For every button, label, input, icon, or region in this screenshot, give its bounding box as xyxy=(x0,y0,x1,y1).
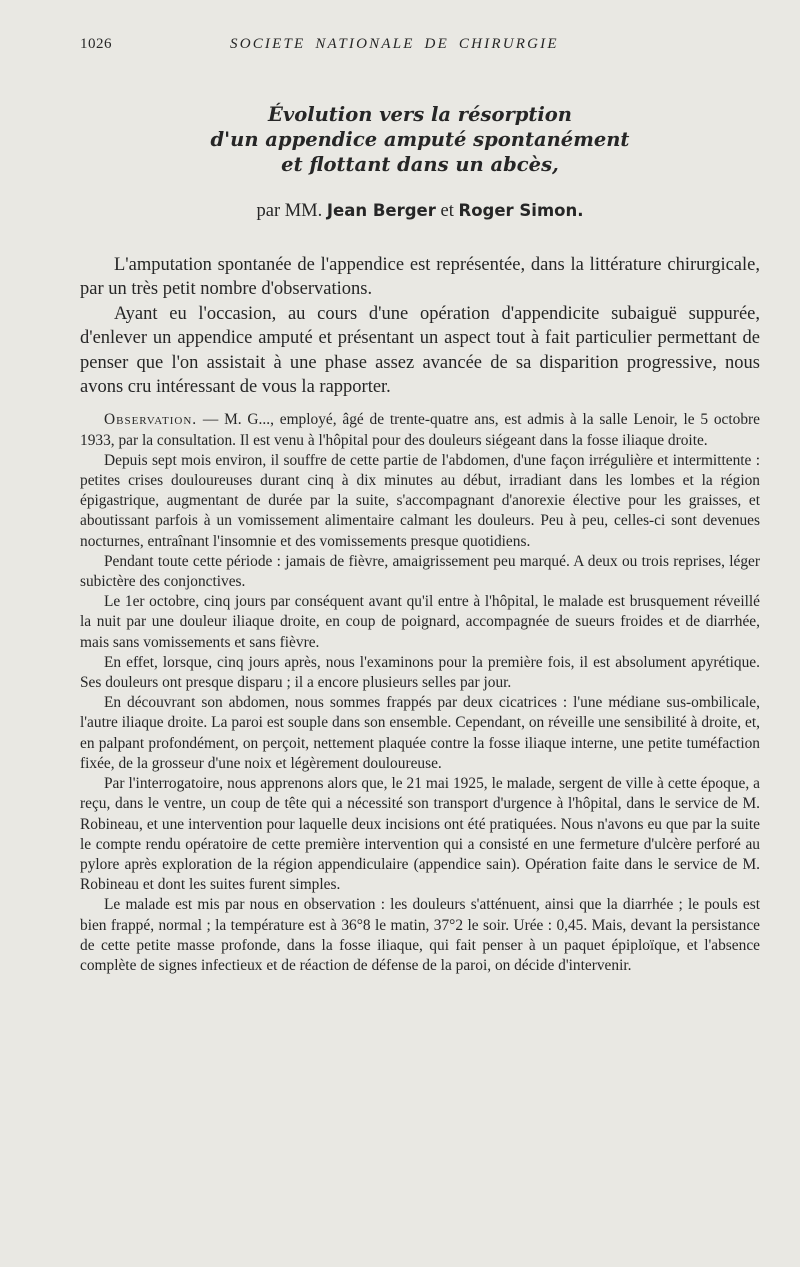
observation-paragraph: Depuis sept mois environ, il souffre de cette partie de l'abdomen, d'une façon irrégulière et intermittente : petites crises douloureuses durant cinq à dix minutes au début, irradiant dans les lombes et la région épigastrique, augmentant de durée par la suite, s'accompagnant d'anorexie élective pour les graisses, et aboutissant parfois à un vomissement alimentaire calmant les douleurs. Peu à peu, celles-ci sont devenues nocturnes, entraînant l'insomnie et des vomissements presque quotidiens. xyxy=(80,451,760,550)
observation-paragraph: Pendant toute cette période : jamais de fièvre, amaigrissement peu marqué. A deux ou trois reprises, léger subictère des conjonctives. xyxy=(80,552,760,591)
observation-paragraph: Le 1er octobre, cinq jours par conséquent avant qu'il entre à l'hôpital, le malade est brusquement réveillé la nuit par une douleur iliaque droite, en coup de poignard, accompagnée de sueurs froides et de diarrhée, mais sans vomissements et sans fièvre. xyxy=(80,593,760,651)
authors-conjunction: et xyxy=(440,201,454,221)
intro-paragraph: L'amputation spontanée de l'appendice est représentée, dans la littérature chirurgicale, par un très petit nombre d'observations. xyxy=(80,255,760,300)
observation-paragraph: Par l'interrogatoire, nous apprenons alors que, le 21 mai 1925, le malade, sergent de ville à cette époque, a reçu, dans le ventre, un coup de tête qui a nécessité son transport d'urgence à l'hôpital, dans le service de M. Robineau, et une intervention pour laquelle deux incisions ont été pratiquées. Nous n'avons eu que par la suite le compte rendu opératoire de cette première intervention qui a consisté en une fermeture d'ulcère perforé au pylore après exploration de la région appendiculaire (appendice sain). Opération faite dans le service de M. Robineau et dont les suites furent simples. xyxy=(80,775,760,894)
title-line: d'un appendice amputé spontanément xyxy=(210,128,630,151)
observation-paragraph xyxy=(80,410,760,450)
observation-paragraph: En découvrant son abdomen, nous sommes frappés par deux cicatrices : l'une médiane sus-ombilicale, l'autre iliaque droite. La paroi est souple dans son ensemble. Cependant, on réveille une sensibilité à droite, et, en palpant profondément, on perçoit, nettement plaquée contre la fosse iliaque interne, une petite tuméfaction fixée, de la grosseur d'une noix et légèrement douloureuse. xyxy=(80,694,760,772)
page-number: 1026 xyxy=(80,36,112,52)
authors-prefix: par MM. xyxy=(256,201,323,221)
title-line: Évolution vers la résorption xyxy=(268,103,572,126)
observation-section xyxy=(80,410,760,976)
observation-paragraph: Le malade est mis par nous en observation : les douleurs s'atténuent, ainsi que la diarrhée ; le pouls est bien frappé, normal ; la température est à 36°8 le matin, 37°2 le soir. Urée : 0,45. Mais, devant la persistance de cette petite masse profonde, dans la fosse iliaque, qui fait penser à un paquet épiploïque, et l'absence complète de signes infectieux et de réaction de défense de la paroi, on décide d'intervenir. xyxy=(80,896,760,974)
observation-label: Observation. xyxy=(104,411,198,429)
running-head xyxy=(80,36,760,60)
observation-text: — M. G..., employé, âgé de trente-quatre ans, est admis à la salle Lenoir, le 5 octobre 1933, par la consultation. Il est venu à l'hôpital pour des douleurs siégeant dans la fosse iliaque droite. xyxy=(80,411,760,449)
introduction xyxy=(80,253,760,399)
title-line: et flottant dans un abcès, xyxy=(281,153,559,176)
author-name: Jean Berger xyxy=(326,201,436,220)
journal-title: SOCIETE NATIONALE DE CHIRURGIE xyxy=(230,36,559,52)
article-title xyxy=(80,102,760,177)
author-name: Roger Simon. xyxy=(458,201,584,220)
authors-line xyxy=(80,199,760,223)
observation-paragraph: En effet, lorsque, cinq jours après, nous l'examinons pour la première fois, il est absolument apyrétique. Ses douleurs ont presque disparu ; il a encore plusieurs selles par jour. xyxy=(80,653,760,692)
intro-paragraph: Ayant eu l'occasion, au cours d'une opération d'appendicite subaiguë suppurée, d'enlever un appendice amputé et présentant un aspect tout à fait particulier permettant de penser que l'on assistait à une phase assez avancée de sa disparition progressive, nous avons cru intéressant de vous la rapporter. xyxy=(80,303,760,398)
